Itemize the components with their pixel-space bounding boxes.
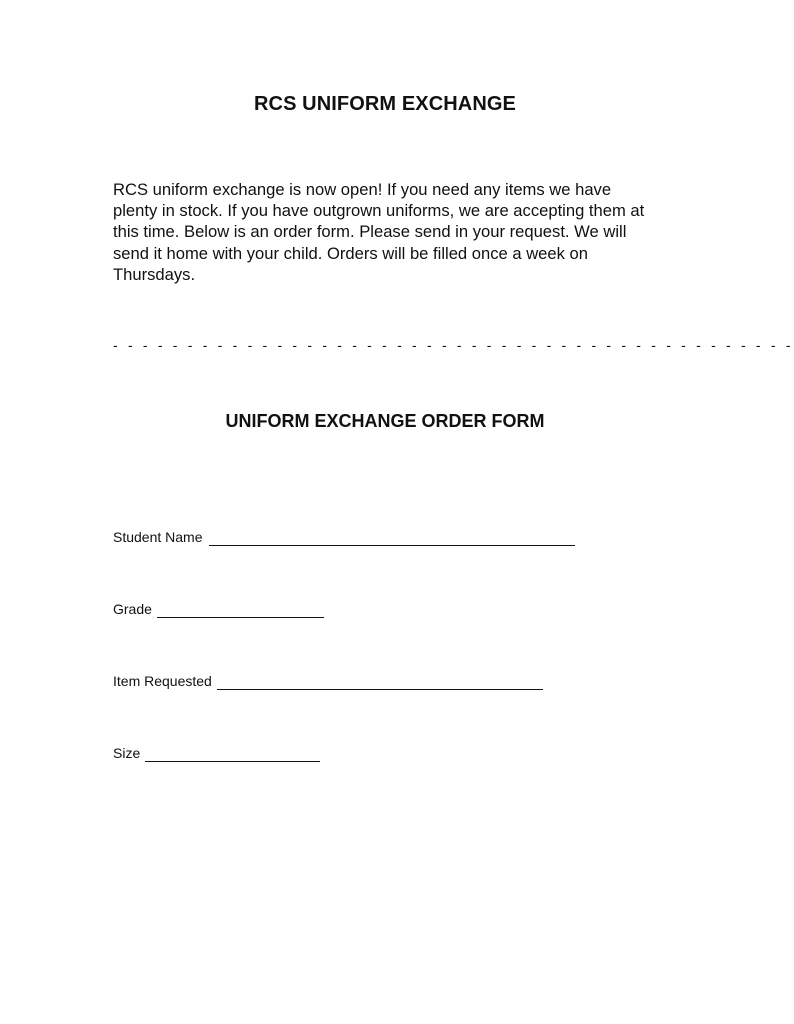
item-requested-field — [113, 673, 543, 690]
student-name-blank[interactable] — [209, 530, 575, 546]
size-label: Size — [113, 745, 141, 761]
order-form-title: UNIFORM EXCHANGE ORDER FORM — [225, 411, 545, 431]
student-name-field — [113, 529, 575, 546]
size-field — [113, 745, 320, 762]
grade-blank[interactable] — [157, 602, 324, 618]
student-name-label: Student Name — [113, 529, 203, 545]
grade-field — [113, 601, 324, 618]
item-requested-label: Item Requested — [113, 673, 212, 689]
item-requested-blank[interactable] — [217, 674, 543, 690]
grade-label: Grade — [113, 601, 152, 617]
page-title: RCS UNIFORM EXCHANGE — [253, 93, 516, 115]
intro-paragraph: RCS uniform exchange is now open! If you need any items we have plenty in stock. If you have outgrown uniforms, we are accepting them at this time. Below is an order form. Please send in your request. We will send it home with your child. Orders will be filled once a week on Thursdays. — [113, 180, 645, 284]
size-blank[interactable] — [145, 746, 320, 762]
cut-line-divider: - - - - - - - - - - - - - - - - - - - - - - - - - - - - - - - - - - - - - - - - - - - - - - — [113, 337, 794, 353]
